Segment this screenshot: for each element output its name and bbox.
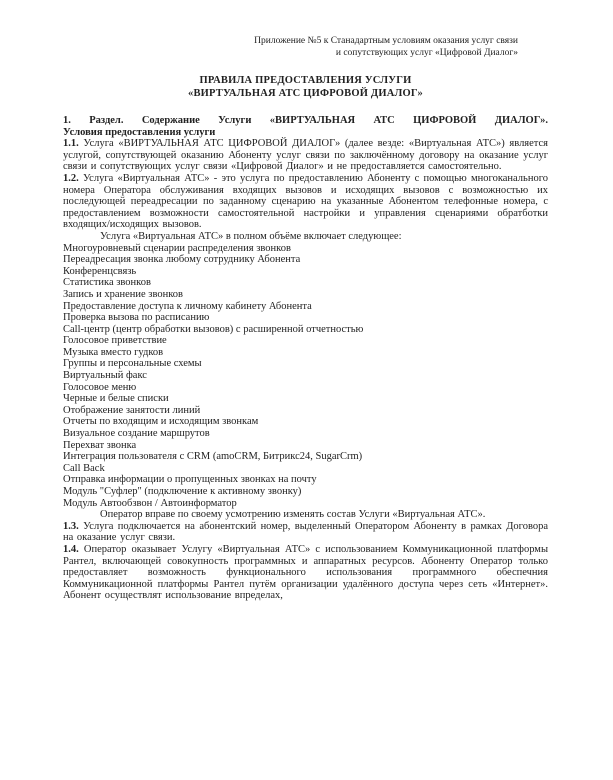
document-title bbox=[63, 75, 548, 100]
clause-1-1-number: 1.1. bbox=[63, 138, 84, 150]
feature-list-item: Голосовое меню bbox=[63, 381, 137, 393]
feature-list-item: Визуальное создание маршрутов bbox=[63, 428, 210, 440]
clause-1-2-number: 1.2. bbox=[63, 172, 83, 184]
feature-list bbox=[63, 243, 548, 510]
title-line-1: ПРАВИЛА ПРЕДОСТАВЛЕНИЯ УСЛУГИ bbox=[199, 75, 412, 86]
feature-list-item: Конференцсвязь bbox=[63, 265, 137, 277]
clause-1-3 bbox=[63, 521, 548, 544]
feature-list-item: Статистика звонков bbox=[63, 277, 151, 289]
feature-list-item: Call Back bbox=[63, 462, 105, 474]
feature-list-item: Многоуровневый сценарии распределения звонков bbox=[63, 242, 291, 254]
feature-list-item: Интеграция пользователя с CRM (amoCRM, Битрикс24, SugarCrm) bbox=[63, 451, 363, 463]
feature-list-item: Группы и персональные схемы bbox=[63, 358, 202, 370]
feature-list-item: Виртуальный факс bbox=[63, 370, 147, 382]
feature-list-item: Отображение занятости линий bbox=[63, 404, 201, 416]
clause-1-2 bbox=[63, 173, 548, 231]
clause-1-3-text: Услуга подключается на абонентский номер, выделенный Оператором Абоненту в рамках Договора на оказание услуг связи. bbox=[63, 520, 548, 544]
feature-list-item: Модуль Автообзвон / Автоинформатор bbox=[63, 497, 237, 509]
appendix-note-line-2: и сопутствующих услуг «Цифровой Диалог» bbox=[335, 47, 518, 58]
clause-1-4 bbox=[63, 544, 548, 602]
includes-intro-line: Услуга «Виртуальная АТС» в полном объёме включает следующее: bbox=[100, 230, 402, 242]
section-1-heading bbox=[63, 115, 548, 138]
feature-list-item: Предоставление доступа к личному кабинету Абонента bbox=[63, 300, 312, 312]
clause-1-4-text: Оператор оказывает Услугу «Виртуальная АТС» с использованием Коммуникационной платформы Рантел, включающей совокупность программных и аппаратных ресурсов. Абоненту Оператор только предоставляет возможность функционального использования программного обеспечния Коммуникационной платформы Рантел путём организации удалённого доступа через сеть «Интернет». Абонент осуществлят использование впределах, bbox=[63, 543, 548, 602]
feature-list-item: Call-центр (центр обработки вызовов) с расширенной отчетностью bbox=[63, 323, 364, 335]
feature-list-item: Переадресация звонка любому сотруднику Абонента bbox=[63, 254, 301, 266]
feature-list-item: Отчеты по входящим и исходящим звонкам bbox=[63, 416, 259, 428]
section-heading-line-2: Условия предоставления услуги bbox=[63, 126, 216, 138]
appendix-note bbox=[63, 36, 548, 59]
operator-note-line: Оператор вправе по своему усмотрению изменять состав Услуги «Виртуальная АТС». bbox=[100, 509, 486, 521]
feature-list-item: Проверка вызова по расписанию bbox=[63, 312, 210, 324]
feature-list-item: Модуль "Суфлер" (подключение к активному звонку) bbox=[63, 486, 302, 497]
title-line-2: «ВИРТУАЛЬНАЯ АТС ЦИФРОВОЙ ДИАЛОГ» bbox=[188, 87, 423, 99]
feature-list-item: Черные и белые списки bbox=[63, 393, 169, 405]
feature-list-item: Запись и хранение звонков bbox=[63, 288, 183, 300]
appendix-note-line-1: Приложение №5 к Станадартным условиям оказания услуг связи bbox=[254, 36, 518, 46]
feature-list-item: Музыка вместо гудков bbox=[63, 346, 164, 358]
clause-1-1 bbox=[63, 138, 548, 173]
feature-list-item: Отправка информации о пропущенных звонках на почту bbox=[63, 474, 317, 486]
section-heading-line-1: 1. Раздел. Содержание Услуги «ВИРТУАЛЬНАЯ АТС ЦИФРОВОЙ ДИАЛОГ». bbox=[63, 115, 548, 126]
clause-1-2-text: Услуга «Виртуальная АТС» - это услуга по предоставлению Абоненту с помощью многоканального номера Оператора обслуживания входящих вызовов и исходящих вызовов с возможностью их последующей переадресации по заданному сценарию на указанные Абонентом телефонные номера, с предоставлением возможности самостоятельной настройки и управления сценариями обратботки входящих/исходящих вызовов. bbox=[63, 172, 548, 231]
clause-1-1-text: Услуга «ВИРТУАЛЬНАЯ АТС ЦИФРОВОЙ ДИАЛОГ» (далее везде: «Виртуальная АТС») является услугой, сопутствующей оказанию Абоненту услуг связи по заключённому договору на оказание услуг связи и сопутствующих услуг связи «Цифровой Диалог» и не предоставляется самостоятельно. bbox=[63, 138, 549, 173]
clause-1-3-number: 1.3. bbox=[63, 520, 84, 532]
feature-list-item: Перехват звонка bbox=[63, 439, 137, 451]
clause-1-4-number: 1.4. bbox=[63, 543, 84, 555]
feature-list-item: Голосовое приветствие bbox=[63, 335, 167, 347]
